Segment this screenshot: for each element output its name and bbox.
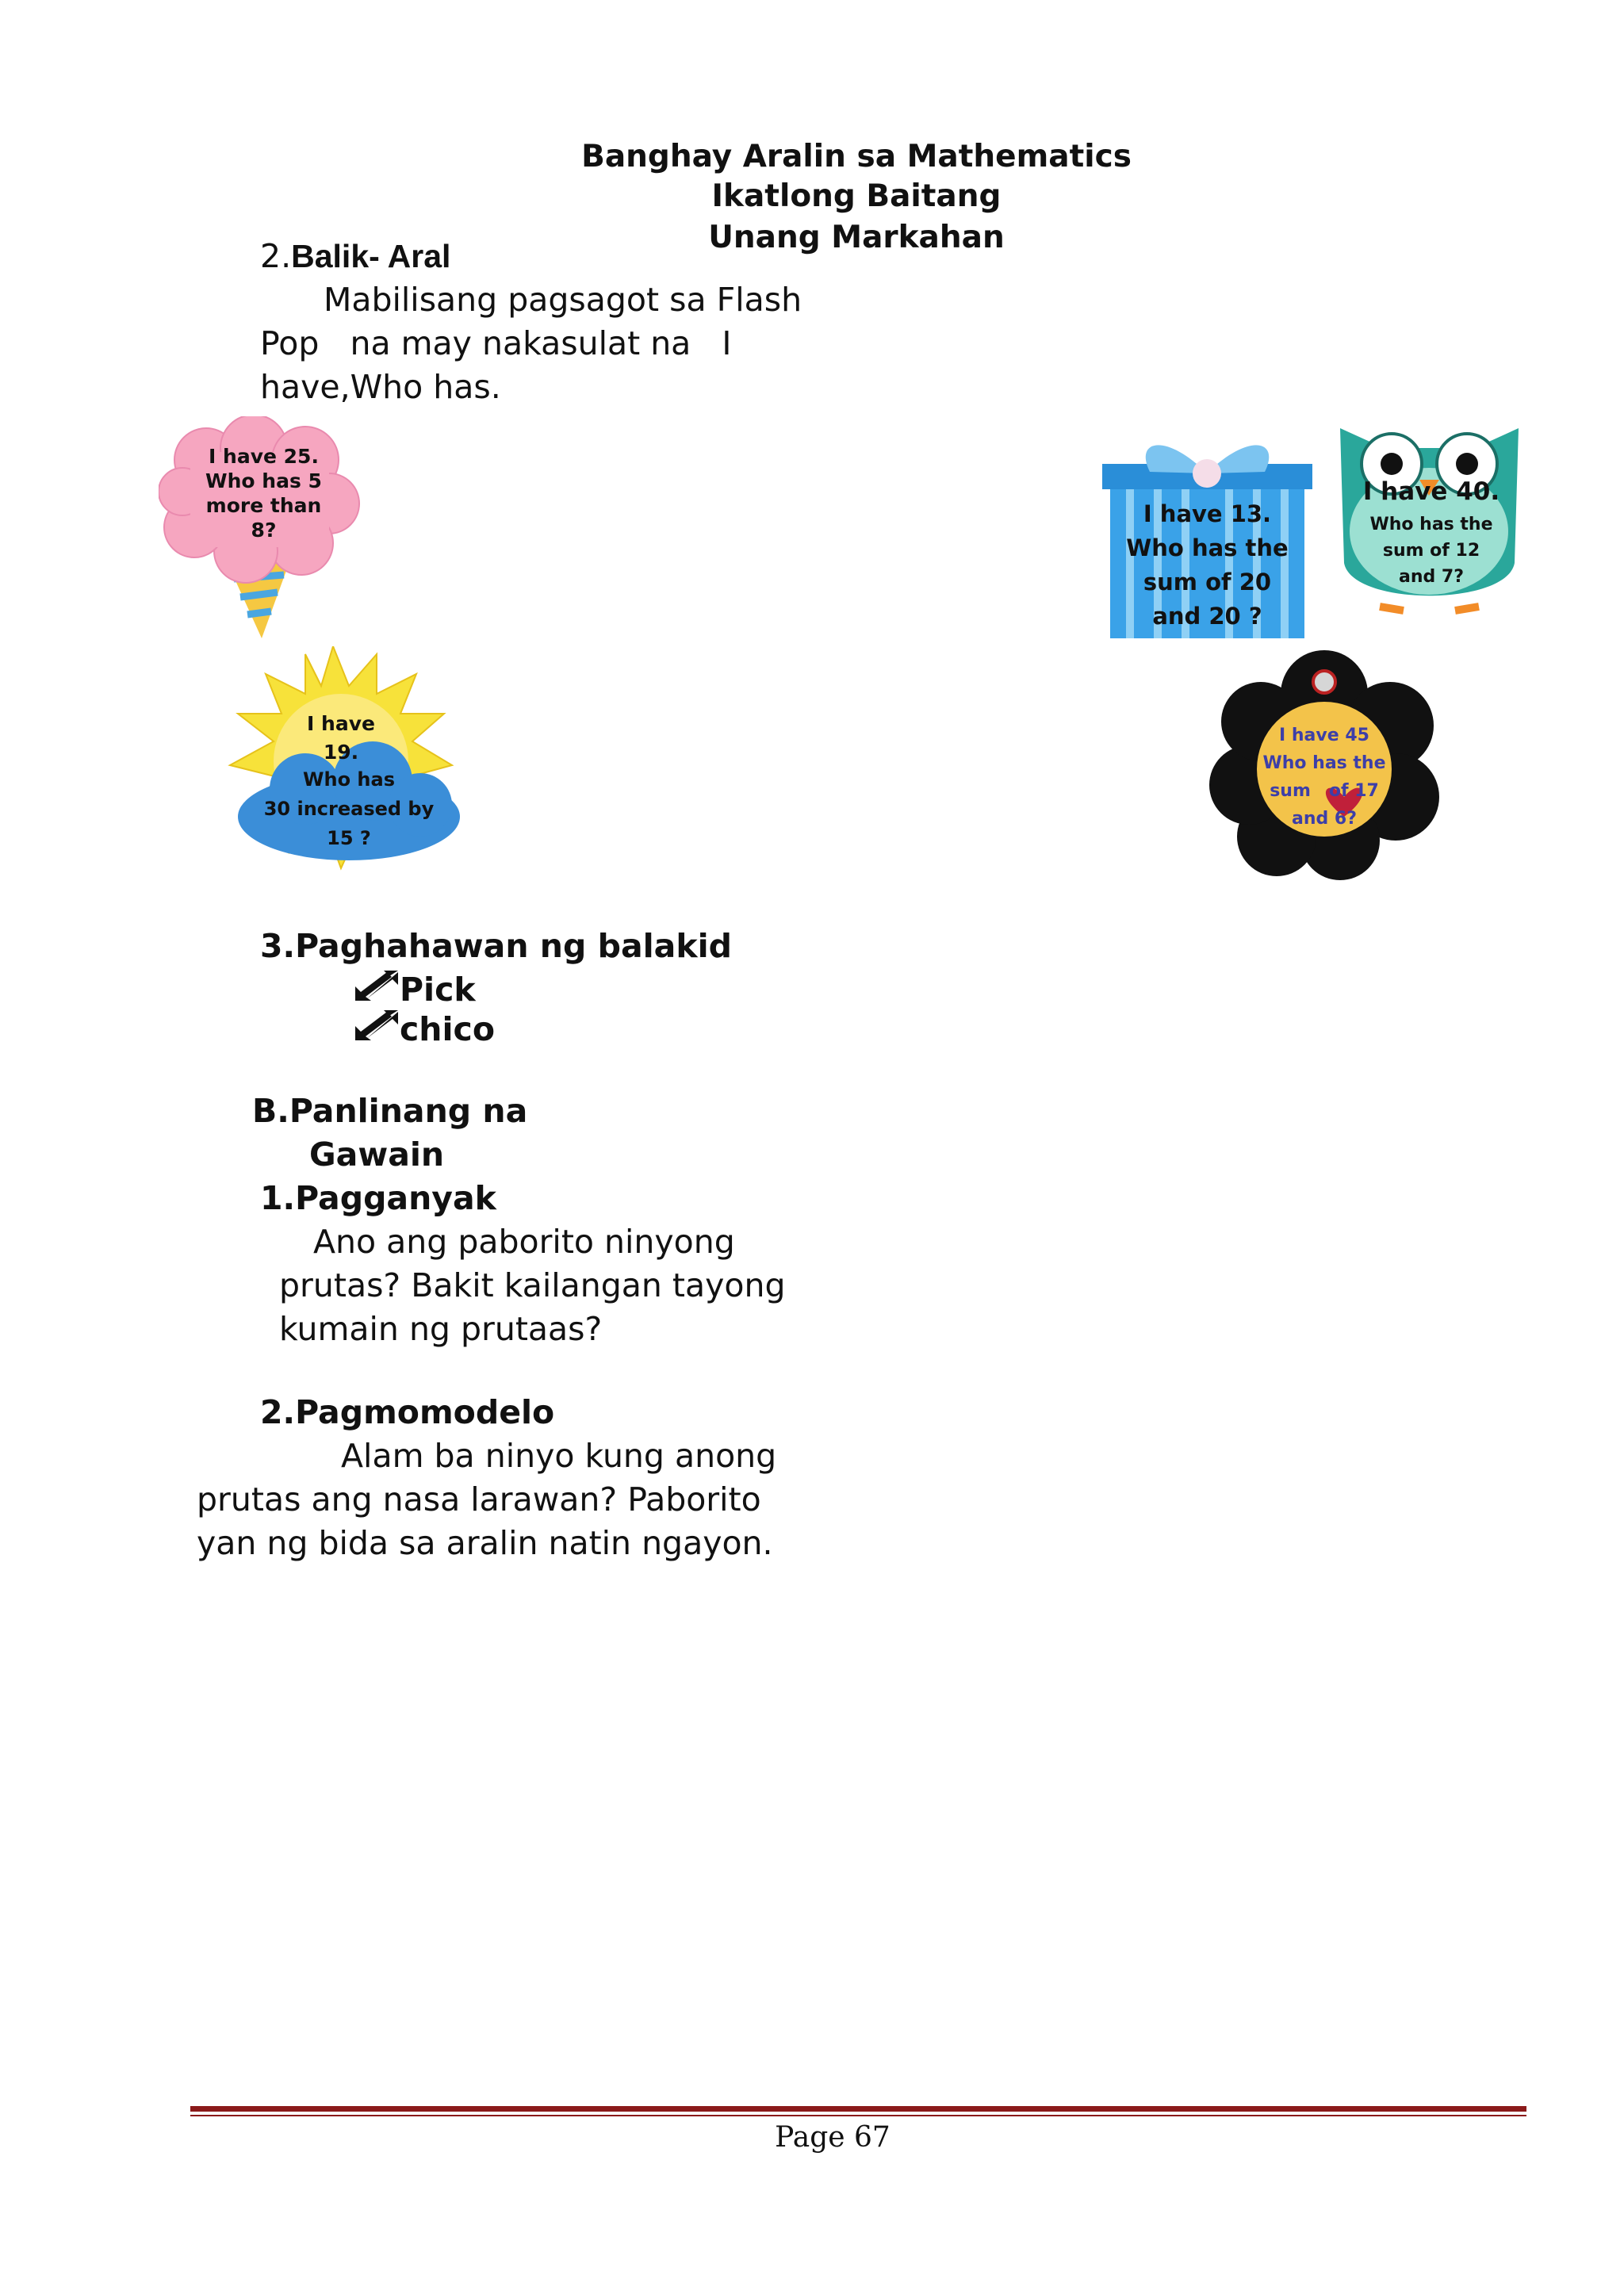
pagmomodelo-line3: yan ng bida sa aralin natin ngayon. xyxy=(197,1524,773,1562)
ice-cream-flash-card xyxy=(159,416,365,642)
doc-title: Banghay Aralin sa Mathematics xyxy=(581,139,1132,174)
pagganyak-line1: Ano ang paborito ninyong xyxy=(313,1223,735,1261)
quarter: Unang Markahan xyxy=(708,220,1005,255)
balik-aral-line1: Mabilisang pagsagot sa Flash xyxy=(324,281,802,319)
pagmomodelo-heading: 2.Pagmomodelo xyxy=(260,1393,555,1431)
owl-card-title: I have 40. xyxy=(1362,477,1500,506)
balik-aral-title: Balik- Aral xyxy=(291,238,451,274)
panlinang-heading-line2: Gawain xyxy=(309,1136,445,1174)
pagganyak-line2: prutas? Bakit kailangan tayong xyxy=(279,1266,786,1304)
vocab-item-label: chico xyxy=(400,1010,496,1048)
flower-card-text: I have 45 Who has the sum of 17 and 6? xyxy=(1262,726,1386,829)
balik-aral-line2: Pop na may nakasulat na I xyxy=(260,324,732,362)
footer-rule-thin xyxy=(190,2115,1526,2116)
owl-flash-card xyxy=(1324,412,1534,626)
vocab-item-chico xyxy=(352,1008,495,1051)
vocab-item-label: Pick xyxy=(400,971,476,1009)
balik-aral-heading xyxy=(260,235,450,278)
balik-aral-line3: have,Who has. xyxy=(260,368,501,406)
flower-flash-card xyxy=(1209,650,1439,880)
page-number: Page 67 xyxy=(775,2121,891,2154)
cloud-card-text: Who has 30 increased by 15 ? xyxy=(263,768,435,849)
grade-level: Ikatlong Baitang xyxy=(711,178,1002,214)
ice-cream-card-text: I have 25. Who has 5 more than 8? xyxy=(205,445,322,542)
footer-rule-thick xyxy=(190,2106,1526,2112)
panlinang-heading-line1: B.Panlinang na xyxy=(252,1092,528,1130)
balik-aral-number: 2. xyxy=(260,237,292,275)
gift-card-text: I have 13. Who has the sum of 20 and 20 ? xyxy=(1126,500,1289,630)
sun-flash-card xyxy=(214,646,476,884)
paghahawan-heading: 3.Paghahawan ng balakid xyxy=(260,927,733,965)
expand-arrows-icon xyxy=(352,969,401,1004)
expand-arrows-icon xyxy=(352,1009,401,1044)
sun-card-text: I have 19. xyxy=(307,712,375,764)
pagganyak-heading: 1.Pagganyak xyxy=(260,1179,496,1217)
pagmomodelo-line2: prutas ang nasa larawan? Paborito xyxy=(197,1480,761,1518)
vocab-item-pick xyxy=(352,968,476,1012)
gift-flash-card xyxy=(1102,432,1312,642)
owl-card-text: Who has the sum of 12 and 7? xyxy=(1369,515,1493,587)
pagganyak-line3: kumain ng prutaas? xyxy=(279,1310,603,1348)
pagmomodelo-line1: Alam ba ninyo kung anong xyxy=(341,1437,777,1475)
